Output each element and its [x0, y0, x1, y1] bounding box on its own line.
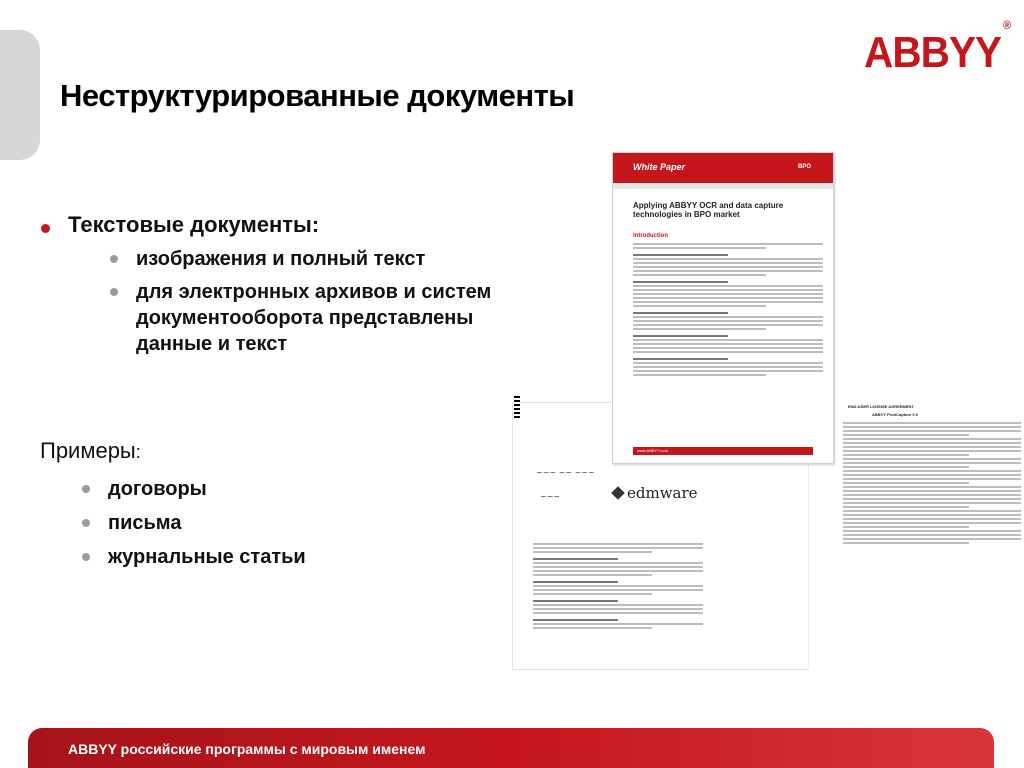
handwritten-note: ~~~ ~~ ~~~ [536, 468, 595, 477]
footer-bar [28, 728, 994, 768]
letter-text-lines [533, 543, 703, 631]
handwritten-signature: ~~~ [540, 492, 561, 501]
barcode-strip [514, 396, 520, 418]
example-item-contracts: договоры [80, 476, 306, 502]
slide-title: Неструктурированные документы [60, 78, 575, 113]
examples-heading [40, 438, 141, 464]
logo-text: ABBYY [864, 28, 1002, 77]
whitepaper-tag: BPO [797, 164, 811, 170]
example-item-letters: письма [80, 510, 306, 536]
examples-list [80, 476, 306, 578]
footer-slogan: ABBYY российские программы с мировым именем [68, 741, 426, 757]
eula-text-lines [843, 422, 1021, 546]
left-decor-tab [0, 30, 40, 160]
bullet-text-documents [40, 212, 508, 357]
sub-bullet-images: изображения и полный текст [108, 246, 508, 272]
eula-title: END-USER LICENSE AGREEMENT [848, 404, 914, 409]
bullet-main-label: Текстовые документы: [68, 212, 320, 237]
sub-bullet-archives: для электронных архивов и систем документооборота представлены данные и текст [108, 279, 508, 357]
example-item-articles: журнальные статьи [80, 544, 306, 570]
whitepaper-thumbnail [612, 152, 834, 464]
edmware-logo [612, 484, 698, 502]
edmware-mark-icon [611, 486, 625, 500]
registered-mark: ® [1002, 18, 1011, 33]
bullet-list [40, 212, 508, 364]
abbyy-logo [864, 18, 1011, 78]
examples-label: Примеры [40, 438, 136, 463]
eula-subtitle: ABBYY FlexiCapture 9.0 [872, 412, 918, 417]
whitepaper-text-lines [633, 243, 823, 376]
examples-colon: : [135, 442, 141, 462]
eula-thumbnail [808, 392, 1021, 670]
edmware-text: edmware [627, 484, 698, 502]
whitepaper-subbar [613, 183, 833, 189]
sub-bullet-list [68, 246, 508, 357]
whitepaper-footer-bar: www.ABBYY.com [633, 447, 813, 455]
whitepaper-heading: Applying ABBYY OCR and data capture technologies in BPO market [633, 201, 784, 219]
whitepaper-intro-label: Introduction [633, 233, 668, 239]
whitepaper-header-bar [613, 153, 833, 183]
whitepaper-bar-title: White Paper [633, 162, 686, 172]
